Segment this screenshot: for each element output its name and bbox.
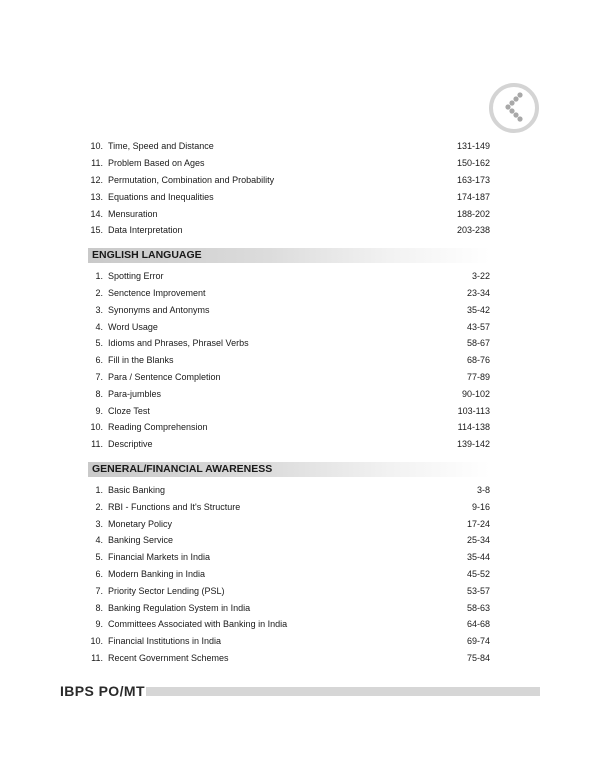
item-pages: 77-89 [466, 371, 490, 382]
toc-row[interactable] [88, 285, 490, 302]
item-pages: 114-138 [457, 422, 490, 433]
item-number: 14. [90, 208, 103, 219]
item-title: Financial Institutions in India [108, 636, 222, 647]
item-number: 5. [95, 338, 103, 349]
item-title: Basic Banking [108, 484, 166, 495]
item-pages: 139-142 [456, 439, 490, 450]
item-pages: 25-34 [466, 535, 490, 546]
item-title: Reading Comprehension [108, 422, 208, 433]
item-title: Permutation, Combination and Probability [108, 174, 275, 185]
toc-row[interactable] [88, 352, 490, 369]
toc-row[interactable] [88, 335, 490, 352]
footer-title: IBPS PO/MT [60, 683, 145, 699]
item-title: Mensuration [108, 208, 158, 219]
toc-row[interactable] [88, 205, 490, 222]
item-title: Synonyms and Antonyms [108, 304, 210, 315]
item-title: Priority Sector Lending (PSL) [108, 585, 225, 596]
item-pages: 90-102 [461, 388, 490, 399]
item-pages: 68-76 [466, 355, 490, 366]
item-pages: 3-8 [476, 484, 490, 495]
item-number: 4. [95, 321, 103, 332]
item-pages: 43-57 [466, 321, 490, 332]
item-title: Idioms and Phrases, Phrasel Verbs [108, 338, 249, 349]
english-list [88, 268, 490, 453]
item-title: Cloze Test [108, 405, 150, 416]
item-pages: 3-22 [471, 271, 490, 282]
item-pages: 64-68 [466, 619, 490, 630]
item-number: 8. [95, 388, 103, 399]
toc-row[interactable] [88, 633, 490, 650]
toc-row[interactable] [88, 650, 490, 667]
item-pages: 23-34 [466, 287, 490, 298]
item-number: 11. [91, 158, 103, 169]
item-number: 5. [95, 552, 103, 563]
toc-row[interactable] [88, 301, 490, 318]
toc-row[interactable] [88, 549, 490, 566]
toc-row[interactable] [88, 419, 490, 436]
item-number: 11. [91, 439, 103, 450]
item-pages: 69-74 [466, 636, 490, 647]
item-number: 2. [95, 501, 103, 512]
item-title: Word Usage [108, 321, 158, 332]
general-list [88, 482, 490, 667]
item-number: 6. [95, 568, 103, 579]
item-pages: 203-238 [456, 225, 490, 236]
item-number: 6. [95, 355, 103, 366]
item-title: Banking Regulation System in India [108, 602, 251, 613]
toc-row[interactable] [88, 369, 490, 386]
item-pages: 75-84 [466, 652, 490, 663]
table-of-contents [88, 138, 490, 666]
item-pages: 150-162 [456, 158, 490, 169]
item-number: 2. [95, 287, 103, 298]
item-number: 8. [95, 602, 103, 613]
item-number: 10. [90, 422, 103, 433]
item-title: Monetary Policy [108, 518, 173, 529]
item-title: Financial Markets in India [108, 552, 211, 563]
toc-row[interactable] [88, 385, 490, 402]
item-title: Banking Service [108, 535, 174, 546]
item-title: Modern Banking in India [108, 568, 206, 579]
item-pages: 103-113 [457, 405, 490, 416]
item-pages: 53-57 [466, 585, 490, 596]
toc-row[interactable] [88, 599, 490, 616]
item-title: Senctence Improvement [108, 287, 206, 298]
item-number: 3. [95, 304, 103, 315]
item-number: 10. [90, 636, 103, 647]
item-pages: 58-67 [466, 338, 490, 349]
item-pages: 58-63 [466, 602, 490, 613]
page-footer [60, 685, 540, 699]
item-title: RBI - Functions and It's Structure [108, 501, 241, 512]
item-number: 12. [90, 174, 103, 185]
item-title: Fill in the Blanks [108, 355, 174, 366]
toc-row[interactable] [88, 498, 490, 515]
toc-row[interactable] [88, 268, 490, 285]
item-number: 9. [95, 619, 103, 630]
item-number: 13. [90, 191, 103, 202]
item-title: Data Interpretation [108, 225, 183, 236]
item-title: Recent Government Schemes [108, 652, 229, 663]
item-pages: 35-44 [466, 552, 490, 563]
item-number: 4. [95, 535, 103, 546]
item-title: Descriptive [108, 439, 153, 450]
item-title: Committees Associated with Banking in India [108, 619, 288, 630]
toc-row[interactable] [88, 138, 490, 155]
item-number: 7. [95, 371, 103, 382]
toc-row[interactable] [88, 188, 490, 205]
item-title: Para / Sentence Completion [108, 371, 221, 382]
item-pages: 163-173 [456, 174, 490, 185]
item-title: Equations and Inequalities [108, 191, 214, 202]
item-pages: 174-187 [456, 191, 490, 202]
item-title: Spotting Error [108, 271, 164, 282]
toc-row[interactable] [88, 532, 490, 549]
item-number: 1. [95, 484, 103, 495]
item-number: 9. [95, 405, 103, 416]
item-title: Time, Speed and Distance [108, 141, 214, 152]
section-heading-english: ENGLISH LANGUAGE [88, 248, 490, 263]
toc-row[interactable] [88, 566, 490, 583]
toc-row[interactable] [88, 616, 490, 633]
item-pages: 17-24 [466, 518, 490, 529]
footer-bar [146, 687, 540, 696]
item-number: 10. [90, 141, 103, 152]
item-title: Problem Based on Ages [108, 158, 205, 169]
toc-row[interactable] [88, 222, 490, 239]
toc-row[interactable] [88, 582, 490, 599]
quant-list [88, 138, 490, 239]
item-number: 1. [95, 271, 103, 282]
item-number: 3. [95, 518, 103, 529]
item-number: 11. [91, 652, 103, 663]
toc-row[interactable] [88, 436, 490, 453]
item-pages: 131-149 [456, 141, 490, 152]
toc-row[interactable] [88, 155, 490, 172]
item-pages: 35-42 [466, 304, 490, 315]
item-number: 7. [95, 585, 103, 596]
toc-row[interactable] [88, 172, 490, 189]
item-pages: 188-202 [456, 208, 490, 219]
item-title: Para-jumbles [108, 388, 162, 399]
toc-row[interactable] [88, 318, 490, 335]
back-chevron-icon[interactable] [488, 82, 540, 134]
item-pages: 9-16 [471, 501, 490, 512]
toc-row[interactable] [88, 482, 490, 499]
item-number: 15. [90, 225, 103, 236]
toc-row[interactable] [88, 515, 490, 532]
toc-row[interactable] [88, 402, 490, 419]
section-heading-general: GENERAL/FINANCIAL AWARENESS [88, 462, 490, 477]
item-pages: 45-52 [466, 568, 490, 579]
